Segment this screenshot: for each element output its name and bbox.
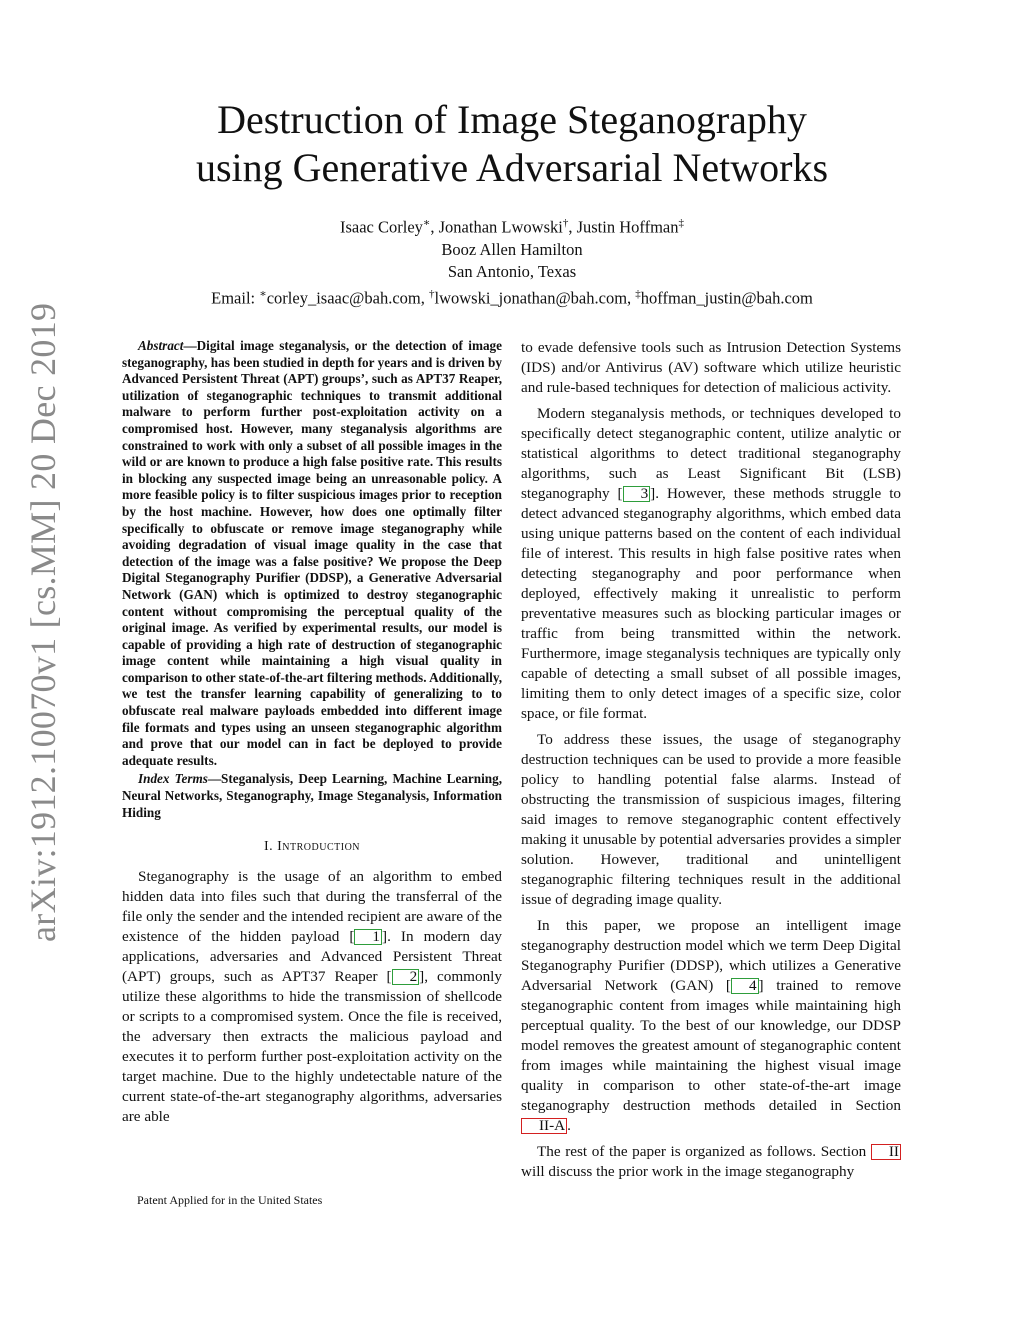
- left-column: [122, 338, 502, 1133]
- affiliation: Booz Allen Hamilton: [441, 239, 583, 259]
- intro-paragraph-continued: to evade defensive tools such as Intrusion Detection Systems (IDS) and/or Antivirus (AV) software which utilize heuristic and rule-based techniques for detection of malicious activity.: [521, 339, 901, 396]
- section-heading-introduction: I. Introduction: [263, 839, 361, 855]
- footnote: Patent Applied for in the United States: [137, 1193, 323, 1207]
- author-3: Justin Hoffman: [576, 217, 679, 237]
- right-column: [521, 338, 901, 1188]
- author-2: Jonathan Lwowski: [438, 217, 563, 237]
- index-terms-text: —Steganalysis, Deep Learning, Machine Learning, Neural Networks, Steganography, Image Steganalysis, Information Hiding: [122, 771, 502, 820]
- email-3[interactable]: hoffman_justin@bah.com: [640, 288, 813, 307]
- emails: Email: ∗corley_isaac@bah.com, †lwowski_jonathan@bah.com, ‡hoffman_justin@bah.com: [211, 287, 813, 307]
- title-line-1: Destruction of Image Steganography: [217, 97, 807, 142]
- citation-link[interactable]: 4: [731, 978, 759, 994]
- citation-link[interactable]: 3: [623, 486, 651, 502]
- author-names: Isaac Corley∗, Jonathan Lwowski†, Justin Hoffman‡: [339, 217, 684, 237]
- title-line-2: using Generative Adversarial Networks: [195, 145, 829, 190]
- email-2[interactable]: lwowski_jonathan@bah.com,: [434, 288, 632, 307]
- intro-paragraph-1: Steganography is the usage of an algorithm to embed hidden data into files such that during the transferral of the file only the sender and the intended recipient are aware of the existence of the hidden payload [ 1 ]. In modern day applications, adversaries and Advanced Persistent Threat (APT) groups, such as APT37 Reaper [ 2 ], commonly utilize these algorithms to hide the transmission of shellcode or scripts to a compromised system. Once the file is received, the adversary then extracts the malicious payload and executes it to perform further post-exploitation activity on the target machine. Due to the highly undetectable nature of the current state-of-the-art steganography algorithms, adversaries are able: [122, 868, 502, 1126]
- location: San Antonio, Texas: [447, 261, 577, 281]
- paper-title: [120, 96, 904, 192]
- intro-paragraph-5: The rest of the paper is organized as follows. Section II will discuss the prior work in the image steganography: [521, 1143, 899, 1180]
- intro-paragraph-3: To address these issues, the usage of steganography destruction techniques can be used to provide a more feasible policy to handling potential false alarms. Instead of obstructing the transmission of suspicious images, filtering said images to remove steganographic content effectively making it unusable by potential adversaries provides a simpler solution. However, traditional and unintelligent steganographic filtering techniques result in the additional issue of degrading image quality.: [521, 731, 901, 908]
- index-terms-label: Index Terms: [138, 771, 208, 787]
- citation-link[interactable]: 2: [392, 969, 420, 985]
- abstract-text: —Digital image steganalysis, or the detection of image steganography, has been studied in depth for years and is driven by Advanced Persistent Threat (APT) groups’, such as APT37 Reaper, utilization of steganographic techniques to transmit additional malware to perform further post-exploitation activity on a compromised host. However, many steganalysis algorithms are constrained to work with only a subset of all possible images in the wild or are known to produce a high false positive rate. This results in blocking any suspected image being an unreasonable policy. A more feasible policy is to filter suspicious images prior to reception by the host machine. However, how does one optimally filter specifically to obfuscate or remove image steganography while avoiding degradation of visual image quality in the case that detection of the image was a false positive? We propose the Deep Digital Steganography Purifier (DDSP), a Generative Adversarial Network (GAN) which is optimized to destroy steganographic content without compromising the perceptual quality of the original image. As verified by experimental results, our model is capable of providing a high rate of destruction of steganographic image content while maintaining a high visual quality in comparison to other state-of-the-art filtering methods. Additionally, we test the transfer learning capability of generalizing to to obfuscate real malware payloads embedded into different image file formats and types using an unseen steganographic algorithm and prove that our model can in fact be deployed to provide adequate results.: [122, 338, 502, 768]
- arxiv-identifier: arXiv:1912.10070v1 [cs.MM] 20 Dec 2019: [23, 302, 63, 942]
- section-link[interactable]: II: [871, 1144, 901, 1160]
- intro-paragraph-2: Modern steganalysis methods, or techniques developed to specifically detect steganographic content, utilize analytic or statistical algorithms to detect traditional steganography algorithms, such as Least Significant Bit (LSB) steganography [ 3 ]. However, these methods struggle to detect advanced steganography algorithms, which embed data using unique patterns based on the content of each individual file of interest. This results in high false positive rates when detecting steganography and poor performance when deployed, effectively making it unrealistic to perform preventative measures such as blocking particular images or traffic from being transmitted within the network. Furthermore, image steganalysis techniques are typically only capable of detecting a small subset of all possible images, limiting them to only detect images of a specific size, color space, or file format.: [521, 405, 902, 722]
- email-1[interactable]: corley_isaac@bah.com,: [266, 288, 425, 307]
- citation-link[interactable]: 1: [354, 929, 382, 945]
- author-block: [120, 212, 904, 309]
- author-1: Isaac Corley: [339, 217, 423, 237]
- abstract-label: Abstract: [138, 338, 184, 353]
- abstract: [122, 338, 502, 769]
- index-terms: [122, 771, 502, 821]
- intro-paragraph-4: In this paper, we propose an intelligent image steganography destruction model which we term Deep Digital Steganography Purifier (DDSP), which utilizes a Generative Adversarial Network (GAN) [ 4 ] trained to remove steganographic content from images while maintaining high perceptual quality. To the best of our knowledge, our DDSP model removes the greatest amount of steganographic content from images while maintaining the highest visual image quality in comparison to other state-of-the-art image steganography destruction methods detailed in Section II-A .: [521, 917, 902, 1134]
- section-link[interactable]: II-A: [521, 1118, 567, 1134]
